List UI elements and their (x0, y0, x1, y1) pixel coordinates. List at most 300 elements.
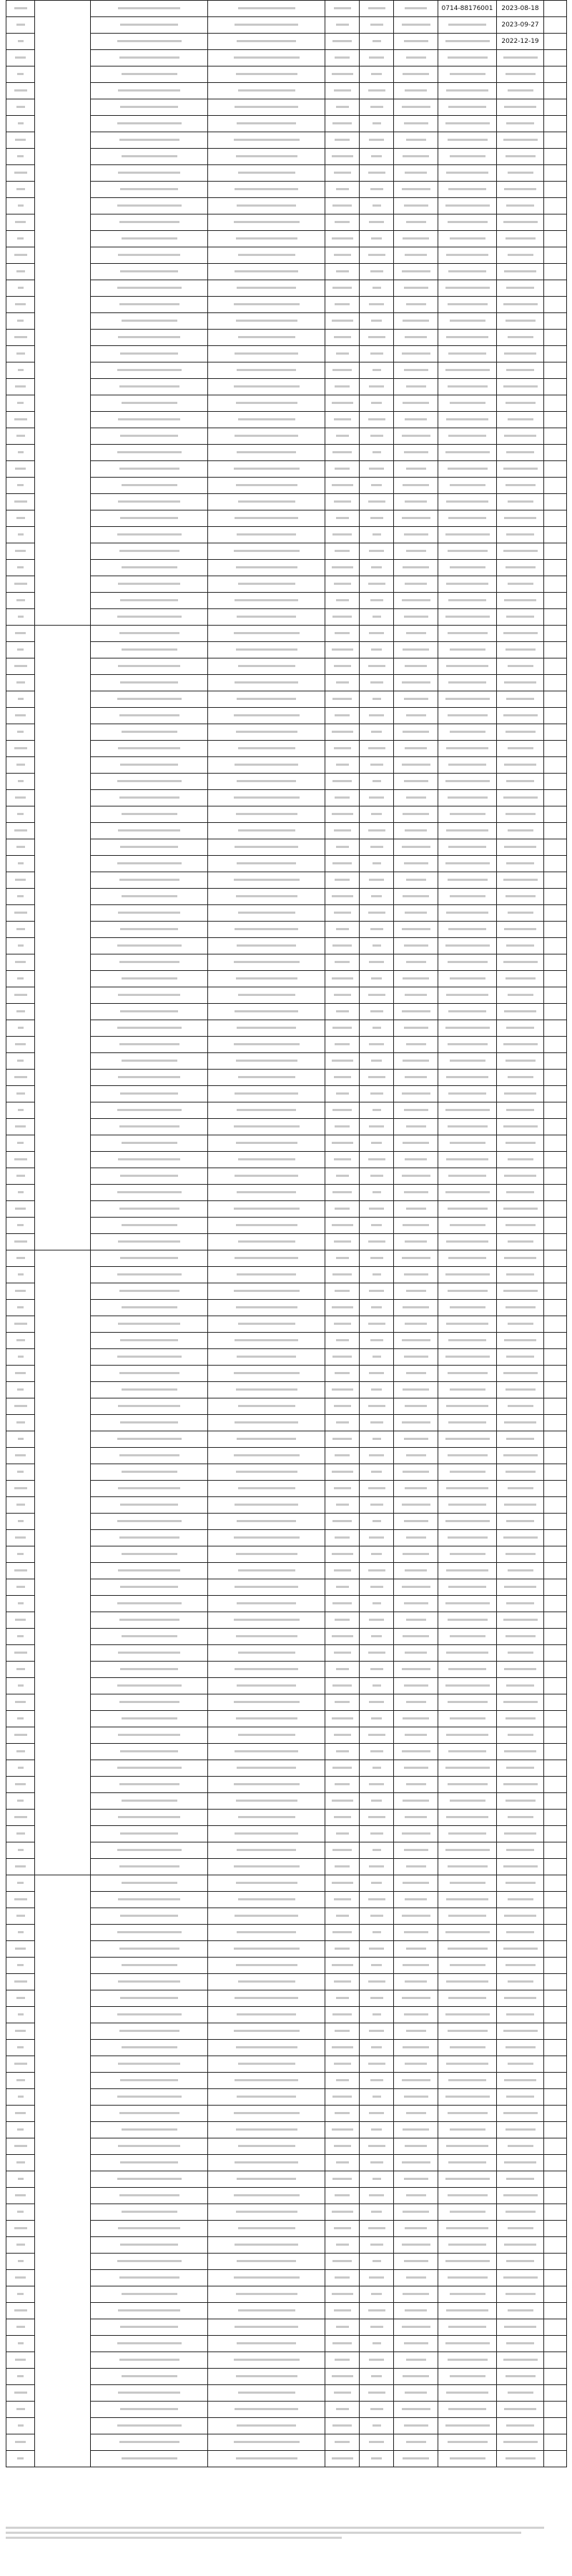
illegible-text-placeholder (334, 2392, 351, 2394)
table-cell (208, 593, 325, 609)
illegible-text-placeholder (403, 237, 429, 240)
table-cell (438, 395, 497, 412)
illegible-text-placeholder (504, 1832, 536, 1835)
table-cell (438, 1908, 497, 1925)
table-cell (497, 297, 544, 313)
table-cell (208, 2451, 325, 2467)
illegible-text-placeholder (237, 1849, 296, 1851)
table-cell (208, 2056, 325, 2073)
illegible-text-placeholder (14, 829, 27, 831)
illegible-text-placeholder (404, 287, 428, 289)
illegible-text-placeholder (118, 418, 180, 420)
table-row (6, 1958, 567, 1974)
illegible-text-placeholder (234, 1865, 300, 1867)
table-cell (544, 1267, 567, 1283)
table-cell (497, 1925, 544, 1941)
table-cell (438, 182, 497, 198)
illegible-text-placeholder (448, 2276, 488, 2279)
table-cell (91, 2434, 208, 2451)
table-cell (91, 1711, 208, 1727)
table-cell (360, 231, 394, 247)
illegible-text-placeholder (404, 1602, 428, 1604)
illegible-text-placeholder (117, 287, 182, 289)
illegible-text-placeholder (448, 2359, 488, 2361)
illegible-text-placeholder (506, 204, 534, 207)
table-cell (544, 691, 567, 708)
illegible-text-placeholder (503, 2194, 538, 2196)
table-row (6, 2188, 567, 2204)
table-cell (394, 626, 438, 642)
table-cell (544, 280, 567, 297)
illegible-text-placeholder (403, 566, 429, 568)
table-cell (438, 626, 497, 642)
table-cell (6, 1990, 35, 2007)
table-cell: 2023-08-18 (497, 1, 544, 17)
table-cell (544, 889, 567, 905)
illegible-text-placeholder (335, 1208, 350, 1210)
table-cell (6, 741, 35, 757)
illegible-text-placeholder (236, 566, 297, 568)
illegible-text-placeholder (235, 270, 298, 272)
illegible-text-placeholder (15, 303, 26, 305)
illegible-text-placeholder (15, 1454, 26, 1456)
table-cell (325, 2451, 360, 2467)
illegible-text-placeholder (370, 1421, 383, 1423)
table-cell (394, 1760, 438, 1777)
illegible-text-placeholder (506, 616, 534, 618)
table-cell (208, 1727, 325, 1744)
illegible-text-placeholder (446, 1652, 488, 1654)
illegible-text-placeholder (120, 1750, 178, 1752)
table-cell (438, 461, 497, 478)
table-cell (325, 642, 360, 658)
illegible-text-placeholder (506, 1471, 536, 1473)
illegible-text-placeholder (448, 1750, 486, 1752)
illegible-text-placeholder (14, 2063, 27, 2065)
table-cell (6, 626, 35, 642)
illegible-text-placeholder (503, 796, 538, 799)
table-cell (6, 2122, 35, 2138)
illegible-text-placeholder (237, 287, 296, 289)
table-cell (394, 1185, 438, 1201)
illegible-text-placeholder (368, 1816, 385, 1818)
table-cell (208, 1201, 325, 1218)
table-cell (360, 2254, 394, 2270)
table-cell (544, 214, 567, 231)
illegible-text-placeholder (370, 1997, 383, 1999)
table-cell (497, 1283, 544, 1300)
illegible-text-placeholder (332, 813, 353, 815)
table-cell (91, 83, 208, 99)
table-cell (544, 1366, 567, 1382)
table-cell (6, 247, 35, 264)
illegible-text-placeholder (369, 796, 384, 799)
table-cell (325, 872, 360, 889)
illegible-text-placeholder (508, 747, 533, 749)
table-cell (325, 1497, 360, 1514)
illegible-text-placeholder (445, 451, 490, 453)
illegible-text-placeholder (237, 2424, 296, 2427)
table-cell (360, 395, 394, 412)
illegible-text-placeholder (371, 648, 382, 651)
illegible-text-placeholder (368, 1652, 385, 1654)
table-cell (6, 395, 35, 412)
table-cell (394, 1892, 438, 1908)
table-cell (438, 2352, 497, 2369)
table-cell (91, 2155, 208, 2171)
table-cell (360, 2221, 394, 2237)
illegible-text-placeholder (332, 1471, 353, 1473)
table-cell (91, 2056, 208, 2073)
table-cell (360, 806, 394, 823)
illegible-text-placeholder (18, 1684, 24, 1687)
illegible-text-placeholder (332, 566, 353, 568)
table-cell (394, 1267, 438, 1283)
illegible-text-placeholder (122, 1471, 177, 1473)
illegible-text-placeholder (119, 714, 179, 716)
table-cell (91, 1514, 208, 1530)
illegible-text-placeholder (370, 1915, 383, 1917)
table-cell (394, 560, 438, 576)
table-cell (497, 1645, 544, 1662)
table-cell (208, 2336, 325, 2352)
table-cell (394, 922, 438, 938)
illegible-text-placeholder (334, 583, 351, 585)
table-cell (544, 1958, 567, 1974)
illegible-text-placeholder (236, 895, 297, 897)
illegible-text-placeholder (446, 912, 488, 914)
table-cell (6, 149, 35, 165)
table-cell (394, 1053, 438, 1070)
table-cell (438, 905, 497, 922)
illegible-text-placeholder (235, 1586, 298, 1588)
table-cell (394, 1020, 438, 1037)
table-row (6, 34, 567, 50)
illegible-text-placeholder (122, 2046, 177, 2048)
table-cell (91, 1283, 208, 1300)
table-cell (394, 2204, 438, 2221)
illegible-text-placeholder (406, 1619, 426, 1621)
table-cell (394, 1464, 438, 1481)
illegible-text-placeholder (238, 1487, 295, 1489)
table-cell (360, 1579, 394, 1596)
table-cell (394, 2007, 438, 2023)
illegible-text-placeholder (371, 2128, 382, 2131)
table-cell (91, 1398, 208, 1415)
table-cell (91, 642, 208, 658)
table-cell (6, 2270, 35, 2286)
table-cell (360, 839, 394, 856)
table-cell (91, 2089, 208, 2106)
table-cell (544, 774, 567, 790)
table-cell (544, 2434, 567, 2451)
illegible-text-placeholder (503, 2359, 538, 2361)
table-cell (91, 1267, 208, 1283)
illegible-text-placeholder (334, 912, 351, 914)
table-cell (544, 1, 567, 17)
table-cell (208, 461, 325, 478)
illegible-text-placeholder (445, 1356, 490, 1358)
illegible-text-placeholder (504, 681, 536, 684)
illegible-text-placeholder (119, 139, 179, 141)
table-cell (91, 724, 208, 741)
illegible-text-placeholder (17, 813, 24, 815)
table-cell (497, 889, 544, 905)
illegible-text-placeholder (17, 1553, 24, 1555)
table-cell (208, 1283, 325, 1300)
illegible-text-placeholder (236, 2211, 297, 2213)
illegible-text-placeholder (120, 681, 178, 684)
table-cell (325, 527, 360, 543)
table-cell (544, 66, 567, 83)
illegible-text-placeholder (238, 500, 295, 503)
table-cell (6, 1908, 35, 1925)
table-cell (360, 2319, 394, 2336)
illegible-text-placeholder (18, 862, 24, 864)
table-cell (497, 99, 544, 116)
illegible-text-placeholder (234, 796, 300, 799)
table-cell (91, 2336, 208, 2352)
illegible-text-placeholder (14, 994, 27, 996)
table-cell (360, 1727, 394, 1744)
table-cell (325, 576, 360, 593)
illegible-text-placeholder (120, 1997, 178, 1999)
illegible-text-placeholder (17, 1964, 24, 1966)
illegible-text-placeholder (336, 435, 349, 437)
table-cell (544, 1333, 567, 1349)
illegible-text-placeholder (16, 1010, 25, 1012)
table-cell (438, 1497, 497, 1514)
illegible-text-placeholder (506, 2342, 534, 2344)
illegible-text-placeholder (506, 73, 536, 75)
illegible-text-placeholder (119, 1536, 179, 1539)
table-cell (91, 330, 208, 346)
table-cell (438, 510, 497, 527)
illegible-text-placeholder (18, 122, 24, 124)
illegible-text-placeholder (332, 2457, 353, 2459)
illegible-text-placeholder (371, 1717, 382, 1719)
table-cell (325, 774, 360, 790)
illegible-text-placeholder (118, 1076, 180, 1078)
table-cell (438, 17, 497, 34)
illegible-text-placeholder (334, 7, 351, 9)
table-cell (91, 198, 208, 214)
illegible-text-placeholder (14, 665, 27, 667)
illegible-text-placeholder (448, 1668, 486, 1670)
illegible-text-placeholder (336, 1586, 349, 1588)
illegible-text-placeholder (404, 369, 428, 371)
table-cell (438, 1579, 497, 1596)
table-cell (497, 198, 544, 214)
table-row (6, 428, 567, 445)
illegible-text-placeholder (369, 714, 384, 716)
illegible-text-placeholder (373, 2424, 381, 2427)
illegible-text-placeholder (368, 1240, 385, 1243)
table-cell (497, 2385, 544, 2402)
illegible-text-placeholder (332, 1849, 352, 1851)
table-cell (544, 1398, 567, 1415)
illegible-text-placeholder (368, 1734, 385, 1736)
table-cell (6, 231, 35, 247)
illegible-text-placeholder (405, 1898, 427, 1900)
table-cell (438, 1727, 497, 1744)
table-cell (394, 2138, 438, 2155)
table-cell (325, 182, 360, 198)
illegible-text-placeholder (446, 2309, 488, 2311)
illegible-text-placeholder (504, 106, 536, 108)
illegible-text-placeholder (17, 2375, 24, 2377)
table-cell (394, 445, 438, 461)
table-cell (208, 2155, 325, 2171)
table-row (6, 2122, 567, 2138)
illegible-text-placeholder (371, 1635, 382, 1637)
table-cell (544, 2451, 567, 2467)
table-row (6, 823, 567, 839)
illegible-text-placeholder (235, 1421, 298, 1423)
illegible-text-placeholder (402, 2326, 430, 2328)
table-cell (208, 1366, 325, 1382)
illegible-text-placeholder (403, 895, 429, 897)
table-cell (438, 839, 497, 856)
table-cell (360, 527, 394, 543)
table-cell (497, 872, 544, 889)
illegible-text-placeholder (336, 2244, 349, 2246)
table-row (6, 593, 567, 609)
table-row (6, 1201, 567, 1218)
illegible-text-placeholder (335, 2194, 350, 2196)
illegible-text-placeholder (235, 1997, 298, 1999)
table-cell (325, 1020, 360, 1037)
table-cell (360, 1793, 394, 1810)
illegible-text-placeholder (118, 7, 180, 9)
illegible-text-placeholder (336, 1750, 349, 1752)
table-cell (544, 1892, 567, 1908)
illegible-text-placeholder (445, 1520, 490, 1522)
illegible-text-placeholder (117, 1767, 182, 1769)
illegible-text-placeholder (504, 2326, 536, 2328)
illegible-text-placeholder (122, 1060, 177, 1062)
table-cell (325, 165, 360, 182)
table-cell (394, 889, 438, 905)
table-cell (438, 1415, 497, 1431)
illegible-text-placeholder (404, 698, 428, 700)
illegible-text-placeholder (120, 1339, 178, 1341)
illegible-text-placeholder (406, 2030, 426, 2032)
table-cell (325, 1448, 360, 1464)
table-cell (394, 2122, 438, 2138)
table-cell (438, 1070, 497, 1086)
table-cell (394, 724, 438, 741)
table-cell (325, 1119, 360, 1135)
table-cell (497, 806, 544, 823)
illegible-text-placeholder (402, 1175, 430, 1177)
illegible-text-placeholder (18, 1438, 24, 1440)
illegible-text-placeholder (446, 2145, 488, 2147)
illegible-text-placeholder (504, 188, 536, 190)
table-cell (6, 2237, 35, 2254)
table-cell (91, 1497, 208, 1514)
table-cell (208, 2352, 325, 2369)
table-cell (438, 806, 497, 823)
table-cell (208, 1563, 325, 1579)
illegible-text-placeholder (405, 336, 427, 338)
illegible-text-placeholder (120, 352, 178, 355)
table-cell (394, 1514, 438, 1530)
table-cell (91, 1119, 208, 1135)
table-cell (497, 1629, 544, 1645)
table-cell (91, 280, 208, 297)
illegible-text-placeholder (122, 1388, 177, 1391)
table-cell (6, 872, 35, 889)
table-cell (208, 839, 325, 856)
illegible-text-placeholder (446, 418, 488, 420)
table-row (6, 379, 567, 395)
table-cell (325, 2007, 360, 2023)
illegible-text-placeholder (373, 1684, 381, 1687)
illegible-text-placeholder (369, 1208, 384, 1210)
table-cell (91, 1596, 208, 1612)
table-cell (497, 280, 544, 297)
illegible-text-placeholder (368, 172, 385, 174)
table-cell (325, 987, 360, 1004)
table-cell (360, 1711, 394, 1727)
table-cell (208, 2204, 325, 2221)
illegible-text-placeholder (238, 1076, 295, 1078)
illegible-text-placeholder (332, 731, 353, 733)
illegible-text-placeholder (406, 879, 426, 881)
illegible-text-placeholder (448, 385, 488, 388)
table-cell (6, 428, 35, 445)
table-cell (438, 2237, 497, 2254)
table-cell (208, 905, 325, 922)
table-cell: 2022-12-19 (497, 34, 544, 50)
illegible-text-placeholder (403, 1635, 429, 1637)
illegible-text-placeholder (370, 1750, 383, 1752)
table-cell (91, 2319, 208, 2336)
illegible-text-placeholder (16, 2079, 25, 2081)
table-cell (438, 1300, 497, 1316)
illegible-text-placeholder (238, 418, 295, 420)
illegible-text-placeholder (120, 517, 178, 519)
table-cell (325, 1300, 360, 1316)
table-cell (497, 445, 544, 461)
table-cell (497, 1316, 544, 1333)
table-cell (394, 165, 438, 182)
table-cell (438, 1925, 497, 1941)
table-cell (6, 1563, 35, 1579)
table-cell (208, 609, 325, 626)
table-row (6, 1267, 567, 1283)
table-cell (6, 839, 35, 856)
illegible-text-placeholder (236, 731, 297, 733)
table-cell (208, 1464, 325, 1481)
illegible-text-placeholder (369, 879, 384, 881)
table-cell (438, 1168, 497, 1185)
illegible-text-placeholder (16, 1339, 25, 1341)
illegible-text-placeholder (450, 1471, 485, 1473)
illegible-text-placeholder (448, 221, 488, 223)
illegible-text-placeholder (234, 2030, 300, 2032)
table-cell (91, 1629, 208, 1645)
table-cell (497, 691, 544, 708)
table-cell (325, 1530, 360, 1546)
illegible-text-placeholder (238, 912, 295, 914)
table-cell (497, 412, 544, 428)
table-cell (438, 330, 497, 346)
illegible-text-placeholder (506, 2457, 536, 2459)
illegible-text-placeholder (235, 1915, 298, 1917)
table-cell (497, 1300, 544, 1316)
